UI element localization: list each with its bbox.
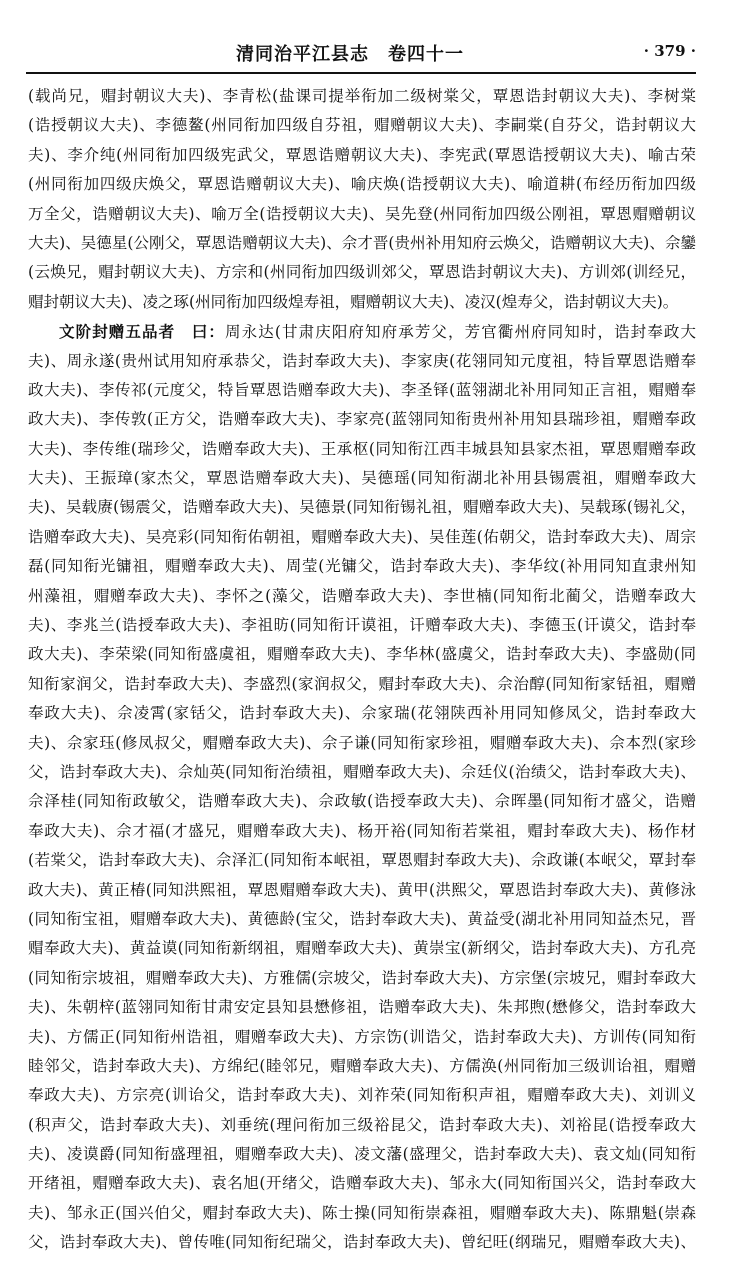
text-line: 夫)、李兆兰(诰授奉政大夫)、李祖昉(同知衔讦谟祖，讦赠奉政大夫)、李德玉(讦谟父，诰封奉 <box>28 616 696 635</box>
header-rule <box>26 72 696 74</box>
text-line: 夫)、朱朝梓(蓝翎同知衔甘肃安定县知县懋修祖，诰赠奉政大夫)、朱邦煦(懋修父，诰封奉政大 <box>28 998 696 1017</box>
text-line-content: 周永达(甘肃庆阳府知府承芳父，芳官衢州府同知时，诰封奉政大 <box>225 323 696 342</box>
text-line: 大夫)、李传维(瑞珍父，诰赠奉政大夫)、王承枢(同知衔江西丰城县知县家杰祖，覃恩赗赠奉政 <box>28 439 696 458</box>
text-line: 开绪祖，赗赠奉政大夫)、袁名旭(开绪父，诰赠奉政大夫)、邹永大(同知衔国兴父，诰封奉政大 <box>28 1174 696 1193</box>
book-title: 清同治平江县志 卷四十一 <box>236 44 464 65</box>
text-line: 夫)、佘家珏(修凤叔父，赗赠奉政大夫)、佘子谦(同知衔家珍祖，赗赠奉政大夫)、佘本烈(家珍 <box>28 733 696 752</box>
text-line: (同知衔宗坡祖，赗赠奉政大夫)、方雅儒(宗坡父，诰封奉政大夫)、方宗堡(宗坡兄，赗封奉政大 <box>28 968 696 987</box>
text-line: 政大夫)、李传敦(正方父，诰赠奉政大夫)、李家亮(蓝翎同知衔贵州补用知县瑞珍祖，赗赠奉政 <box>28 410 696 429</box>
text-line: (载尚兄，赗封朝议大夫)、李青松(盐课司提举衔加二级树棠父，覃恩诰封朝议大夫)、李树棠 <box>28 87 696 105</box>
text-line: 夫)、周永遂(贵州试用知府承恭父，诰封奉政大夫)、李家庚(花翎同知元度祖，特旨覃恩诰赠奉 <box>28 351 696 370</box>
text-line: 赗封朝议大夫)、凌之琢(州同衔加四级煌寿祖，赗赠朝议大夫)、凌汉(煌寿父，诰封朝议大夫)。 <box>28 292 679 311</box>
text-line: 父，诰封奉政大夫)、佘灿英(同知衔治绩祖，赗赠奉政大夫)、佘廷仪(治绩父，诰封奉政大夫)、 <box>28 762 696 781</box>
text-line: 政大夫)、李传祁(元度父，特旨覃恩诰赠奉政大夫)、李圣铎(蓝翎湖北补用同知正言祖，赗赠奉 <box>28 380 696 399</box>
text-line: 万全父，诰赠朝议大夫)、喻万全(诰授朝议大夫)、吴先登(州同衔加四级公刚祖，覃恩赗赠朝议 <box>28 204 696 223</box>
text-line: 奉政大夫)、佘才福(才盛兄，赗赠奉政大夫)、杨开裕(同知衔若棠祖，赗封奉政大夫)、杨作材 <box>28 821 696 840</box>
text-line: 睦邻父，诰封奉政大夫)、方绵纪(睦邻兄，赗赠奉政大夫)、方儒涣(州同衔加三级训诒祖，赗赠 <box>28 1056 696 1075</box>
section-heading: 文阶封赠五品者 曰： <box>59 322 226 342</box>
text-line: 奉政大夫)、方宗亮(训诒父，诰封奉政大夫)、刘祚荣(同知衔积声祖，赗赠奉政大夫)、刘训义 <box>28 1086 696 1105</box>
text-line: 夫)、邹永正(国兴伯父，赗封奉政大夫)、陈士操(同知衔崇森祖，赗赠奉政大夫)、陈鼎魁(崇森 <box>28 1203 696 1222</box>
text-line: 磊(同知衔光镛祖，赗赠奉政大夫)、周莹(光镛父，诰封奉政大夫)、李华纹(补用同知直隶州知 <box>28 557 696 576</box>
text-line: (州同衔加四级庆焕父，覃恩诰赠朝议大夫)、喻庆焕(诰授朝议大夫)、喻道耕(布经历衔加四级 <box>28 175 696 194</box>
section-start-line <box>28 317 696 346</box>
text-body <box>28 82 696 1287</box>
page-header <box>26 32 696 76</box>
text-line: (积声父，诰封奉政大夫)、刘垂统(理问衔加三级裕昆父，诰封奉政大夫)、刘裕昆(诰授奉政大 <box>28 1115 696 1134</box>
page-number: · 379 · <box>643 42 696 60</box>
text-line: 大夫)、吴德星(公刚父，覃恩诰赠朝议大夫)、佘才晋(贵州补用知府云焕父，诰赠朝议大夫)、佘鑾 <box>28 233 696 252</box>
text-line: 诰赠奉政大夫)、吴亮彩(同知衔佑朝祖，赗赠奉政大夫)、吴佳莲(佑朝父，诰封奉政大夫)、周宗 <box>28 527 696 546</box>
text-line: (若棠父，诰封奉政大夫)、佘泽汇(同知衔本岷祖，覃恩赗封奉政大夫)、佘政谦(本岷父，覃封奉 <box>28 851 696 870</box>
text-line: 父，诰封奉政大夫)、曾传唯(同知衔纪瑞父，诰封奉政大夫)、曾纪旺(纲瑞兄，赗赠奉政大夫)、 <box>28 1233 696 1252</box>
text-line: 夫)、方儒正(同知衔州诰祖，赗赠奉政大夫)、方宗饬(训诰父，诰封奉政大夫)、方训传(同知衔 <box>28 1027 696 1046</box>
text-line: 夫)、凌谟爵(同知衔盛理祖，赗赠奉政大夫)、凌文藩(盛理父，诰封奉政大夫)、袁文灿(同知衔 <box>28 1145 696 1164</box>
text-line: 佘泽桂(同知衔政敏父，诰赠奉政大夫)、佘政敏(诰授奉政大夫)、佘晖墨(同知衔才盛父，诰赠 <box>28 792 696 811</box>
text-line: 赗奉政大夫)、黄益谟(同知衔新纲祖，赗赠奉政大夫)、黄崇宝(新纲父，诰封奉政大夫)、方孔亮 <box>28 939 696 958</box>
text-line: 知衔家润父，诰封奉政大夫)、李盛烈(家润叔父，赗封奉政大夫)、佘治醇(同知衔家铦祖，赗赠 <box>28 674 696 693</box>
text-line: (云焕兄，赗封朝议大夫)、方宗和(州同衔加四级训郊父，覃恩诰封朝议大夫)、方训郊(训经兄， <box>28 263 696 282</box>
text-line: 政大夫)、李荣梁(同知衔盛虞祖，赗赠奉政大夫)、李华林(盛虞父，诰封奉政大夫)、李盛勋(同 <box>28 645 696 664</box>
text-line: 州藻祖，赗赠奉政大夫)、李怀之(藻父，诰赠奉政大夫)、李世楠(同知衔北蔺父，诰赠奉政大 <box>28 586 696 605</box>
text-line: 政大夫)、黄正椿(同知洪熙祖，覃恩赗赠奉政大夫)、黄甲(洪熙父，覃恩诰封奉政大夫)、黄修泳 <box>28 880 696 899</box>
text-line: (同知衔宝祖，赗赠奉政大夫)、黄德龄(宝父，诰封奉政大夫)、黄益受(湖北补用同知益杰兄，晋 <box>28 909 696 928</box>
text-line: 奉政大夫)、佘凌霄(家铦父，诰封奉政大夫)、佘家瑞(花翎陕西补用同知修凤父，诰封奉政大 <box>28 704 696 723</box>
text-line: 夫)、吴载赓(锡震父，诰赠奉政大夫)、吴德景(同知衔锡礼祖，赗赠奉政大夫)、吴载琢(锡礼父， <box>28 498 696 517</box>
text-line <box>28 1258 696 1287</box>
text-line: (诰授朝议大夫)、李德鳌(州同衔加四级自芬祖，赗赠朝议大夫)、李嗣棠(自芬父，诰封朝议大 <box>28 116 696 135</box>
text-line: 夫)、李介纯(州同衔加四级宪武父，覃恩诰赠朝议大夫)、李宪武(覃恩诰授朝议大夫)、喻古荣 <box>28 145 696 164</box>
text-line: 大夫)、王振璋(家杰父，覃恩诰赠奉政大夫)、吴德瑶(同知衔湖北补用县锡震祖，赗赠奉政大 <box>28 469 696 488</box>
